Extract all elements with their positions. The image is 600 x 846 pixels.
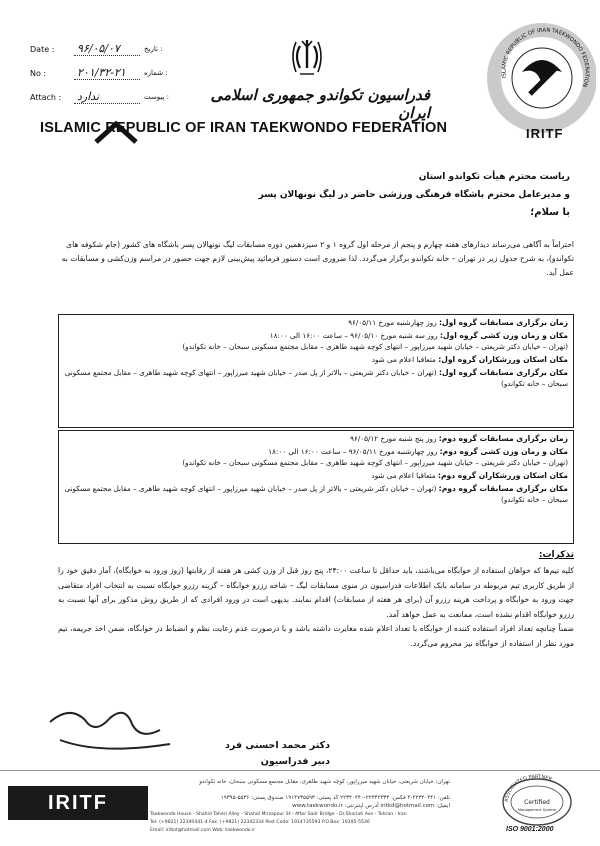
g1-weighin-addr: (تهران – خیابان دکتر شریعتی – خیابان شهید میرزاپور – انتهای کوچه شهید طاهری – مقابل مجتمع مسکونی سبحان – خانه تکواندو) [182,342,568,351]
number-value: ۲۰۱/۳۲-۲۱ [74,66,140,80]
g2-weighin-addr: (تهران – خیابان دکتر شریعتی – خیابان شهید میرزاپور – انتهای کوچه شهید طاهری – مقابل مجتمع مسکونی سبحان – خانه تکواندو) [182,458,568,467]
footer-address-en: Taekwondo House - Shahid Taheri Alley - Shahid Mirzapour St - After Sadr Bridge - Dr.Shariati Ave - Tehran - Iran [150,812,407,817]
iso-seal-icon [500,772,574,826]
seal-management: Management System [517,808,557,812]
attach-label-fa: پیوست : [144,93,170,101]
ribbon-icon [92,116,140,146]
number-row [30,66,168,80]
handwritten-signature [40,700,180,760]
federation-name-en: ISLAMIC REPUBLIC OF IRAN TAEKWONDO FEDERATION [40,120,448,136]
g2-time-label: زمان برگزاری مسابقات گروه دوم: [438,434,568,443]
notes-section [58,550,574,651]
attach-value: ندارد [74,90,140,104]
g2-venue-value: (تهران – خیابان دکتر شریعتی – بالاتر از پل صدر – خیابان شهید میرزاپور – انتهای کوچه شهید طاهری – مقابل مجتمع مسکونی سبحان – خانه تکواندو) [64,484,568,504]
date-label-fa: تاریخ : [144,45,163,53]
emblem-icon [290,38,324,80]
g1-lodging-label: مکان اسکان ورزشکاران گروه اول: [438,355,568,364]
notes-paragraph-1: کلیه تیم‌ها که خواهان استفاده از خوابگاه می‌باشند، باید حداقل تا ساعت ۲۴:۰۰، پنج روز قبل از وزن کشی هر هفته از رقابتها (روز ورود به خوابگاه)، آمار دقیق خود را از طریق کاربری تیم مربوطه در سامانه بانک اطلاعات فدراسیون در منوی مسابقات لیگ – شاخه رزرو خوابگاه – گزینه رزرو خوابگاه نسبت به انتخاب افراد متقاضی جهت ورود به خوابگاه و پرداخت هزینه رزرو آن (برای هر هفته از مسابقات) اقدام نمایند. بدیهی است در ورود افرادی که از طریق روش مذکور برای آنها نسبت به رزرو خوابگاه اقدام نشده است، ممانعت به عمل خواهد آمد. [58,566,575,619]
group1-box [58,314,574,428]
g1-time-value: روز چهارشنبه مورخ ۹۶/۰۵/۱۱ [348,318,437,327]
federation-name-fa: فدراسیون تکواندو جمهوری اسلامی ایران [210,86,430,122]
number-label-fa: شماره : [144,69,168,77]
recipient-line-1: ریاست محترم هیأت تکواندو استان [418,172,570,182]
logo-ring-text: ISLAMIC REPUBLIC OF IRAN TAEKWONDO FEDERATION [501,27,590,88]
signatory-name: دکتر محمد احسنی فرد [225,740,330,751]
footer-phones-en: Tel: (+9821) 22340441-4 Fax: (+9821) 22342334 Post Code: 1914735593 P.O.Box: 19395-5536 [150,820,370,825]
iritf-logo-icon [486,8,596,143]
national-emblem [290,38,324,80]
g2-time-value: روز پنج شنبه مورخ ۹۶/۰۵/۱۲ [350,434,437,443]
g1-venue-label: مکان برگزاری مسابقات گروه اول: [438,368,568,377]
g1-time-label: زمان برگزاری مسابقات گروه اول: [438,318,568,327]
notes-paragraph-2: ضمناً چنانچه تعداد افراد استفاده کننده از خوابگاه با تعداد اعلام شده مغایرت داشته باشد و یا درصورت عدم رعایت نظم و انضباط در خوابگاه، ضمن اخذ جریمه، تیم مورد نظر از استفاده از خوابگاه نیز محروم می‌گردد. [58,624,574,648]
ribbon-mark [92,116,140,146]
greeting: با سلام؛ [530,207,570,218]
g1-weighin-value: روز سه شنبه مورخ ۹۶/۰۵/۱۰ – ساعت ۱۶:۰۰ الی ۱۸:۰۰ [269,331,438,340]
recipient-line-2: و مدیرعامل محترم باشگاه فرهنگی ورزشی حاضر در لیگ نونهالان پسر [258,190,570,200]
g2-venue-label: مکان برگزاری مسابقات گروه دوم: [438,484,568,493]
iso-label: ISO 9001:2000 [506,826,554,833]
seal-certified: Certified [524,799,550,806]
attach-label: Attach : [30,92,62,102]
seal-ring-text: ASSOCIATED PARTNER [503,773,553,803]
number-label: No : [30,68,47,78]
g1-venue-value: (تهران – خیابان دکتر شریعتی – بالاتر از پل صدر – خیابان شهید میرزاپور – انتهای کوچه شهید طاهری – مقابل مجتمع مسکونی سبحان – خانه تکواندو) [64,368,568,388]
g1-weighin-label: مکان و زمان وزن کشی گروه اول: [439,331,568,340]
intro-paragraph: احتراماً به آگاهی می‌رساند دیدارهای هفته چهارم و پنجم از مرحله اول گروه ۱ و ۲ سیزدهمین دوره مسابقات لیگ نونهالان پسر باشگاه های کشور (جام شکوفه های تکواندو)، به شرح جدول زیر در تهران – خانه تکواندو برگزار می‌گردد. لذا ضروری است دستور فرمائید پیش‌بینی لازم جهت حضور در مراسم وزن‌کشی و مسابقات به عمل آید. [61,240,574,277]
signatory-title: دبیر فدراسیون [260,756,330,767]
g2-weighin-label: مکان و زمان وزن کشی گروه دوم: [439,447,568,456]
attach-row [30,90,169,104]
g1-lodging-value: متعاقبا اعلام می شود [371,355,436,364]
logo-acronym: IRITF [526,126,564,141]
g2-lodging-label: مکان اسکان ورزشکاران گروه دوم: [437,471,568,480]
footer-email-en: Email: iritkd@hotmail.com Web: taekwondo.ir [150,828,256,833]
footer-logo: IRITF [8,786,148,820]
footer-email-fa: ایمیل: iritkd@hotmail.com آدرس اینترنتی: www.taekwondo.ir [292,803,450,809]
notes-title: تذکرات: [538,550,574,560]
federation-logo [486,8,596,143]
signature-icon [40,700,180,760]
footer-phones-fa: تلفن: ۲۲۳۴۰۴۴۱-۴ فکس: ۲۲۳۴۲۳۳۴-۲۲۳۴۰۴۴۰ کد پستی: ۱۹۱۴۷۳۵۵۹۳ صندوق پستی: ۵۵۳۶-۱۹۳۹۵ [220,795,450,801]
certification-seal [500,772,574,834]
svg-text:ASSOCIATED PARTNER [504,774,553,802]
g2-weighin-value: روز چهارشنبه مورخ ۹۶/۰۵/۱۱ – ساعت ۱۶:۰۰ الی ۱۸:۰۰ [268,447,438,456]
g2-lodging-value: متعاقبا اعلام می شود [371,471,436,480]
footer-divider [0,770,600,771]
footer-address-fa: تهران: خیابان شریعتی، خیابان شهید میرزاپور، کوچه شهید طاهری، مقابل مجتمع مسکونی سبحان، خانه تکواندو [199,779,450,785]
signatory [170,738,330,770]
group2-box [58,430,574,544]
date-label: Date : [30,44,55,54]
recipients [150,168,570,222]
date-value: ۹۶/۰۵/۰۷ [74,42,140,56]
date-row [30,42,163,56]
